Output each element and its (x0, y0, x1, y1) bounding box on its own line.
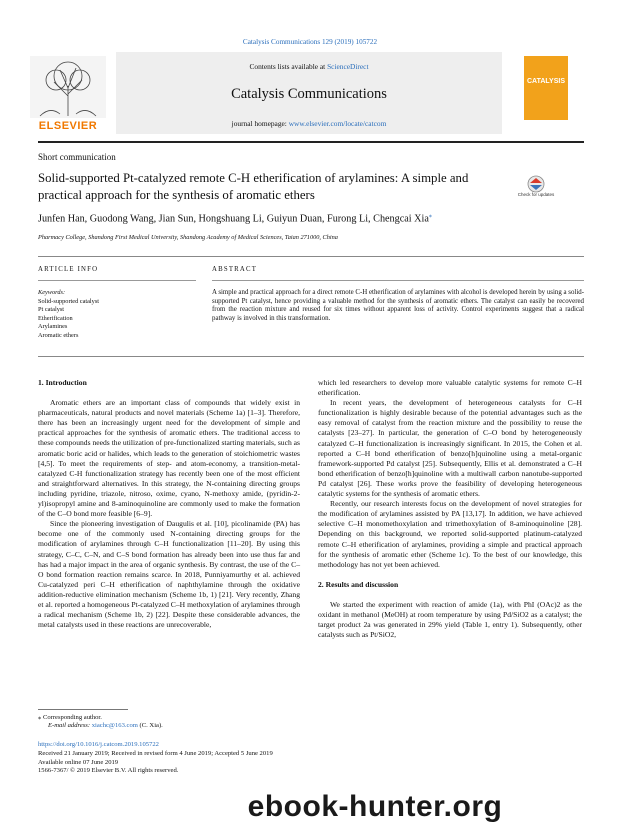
contents-prefix: Contents lists available at (249, 62, 328, 71)
email-suffix: (C. Xia). (137, 722, 163, 730)
check-for-updates-icon[interactable] (520, 174, 552, 206)
keywords-list (38, 298, 99, 340)
affiliation-rule (38, 256, 584, 257)
body-paragraph: Recently, our research interests focus on the development of novel strategies for the modification of arylamines assisted by PA [13,17]. In addition, we have achieved selective C–H monomethoxylation and trimethoxylation of 8-aminoquinoline [28]. Depending on this background, we reported solid-supported platinum-catalyzed remote C–H etherification of arylamines, providing a simple and practical approach for the synthesis of aromatic ether (Scheme 1c). To the best of our knowledge, this methodology has not yet been achieved. (318, 499, 582, 569)
elsevier-tree-logo (30, 56, 106, 118)
article-history (38, 741, 273, 776)
body-paragraph: Since the pioneering investigation of Daugulis et al. [10], picolinamide (PA) has become one of the commonly used N-containing directing groups for the modification of arylamines through C–H functionalization [11–20]. By using this strategy, C–C, C–N, and C–S bond formation has already been into use thus far and has had a major impact in the area of organic synthesis. By contrast, the use of the C–O bond formation reaction remains scarce. In 2018, Punniyamurthy et al. achieved Cu-catalyzed peri C–H etherification of naphthylamine through the oxidative addition-reductive elimination mechanism (Scheme 1b, 1) [21]. Very recently, Zhang et al. reported a homogeneous Pt-catalyzed C–H methoxylation of arylamines through a radical mechanism (Scheme 1b, 2) [22]. Despite these considerable advances, the metal catalysts used in these reactions are unrecoverable, (38, 519, 300, 630)
article-title: Solid-supported Pt-catalyzed remote C-H etherification of arylamines: A simple and practical approach for the synthesis of aromatic ethers (38, 171, 469, 202)
abstract-label: ABSTRACT (212, 266, 258, 273)
watermark: ebook-hunter.org (247, 790, 503, 823)
abstract-bottom-rule (38, 356, 584, 357)
footnote-rule (38, 709, 128, 710)
publisher-name: ELSEVIER (38, 120, 98, 132)
homepage-prefix: journal homepage: (231, 119, 289, 128)
keyword-item: Aromatic ethers (38, 331, 79, 339)
body-paragraph: which led researchers to develop more valuable catalytic systems for remote C–H etherification. (318, 378, 582, 398)
author-list (38, 212, 432, 224)
affiliation: Pharmacy College, Shandong First Medical University, Shandong Academy of Medical Sciences, Taian 271000, China (38, 234, 338, 241)
article-info-rule (38, 280, 196, 281)
check-for-updates-label[interactable]: Check for updates (517, 192, 555, 197)
authors-text: Junfen Han, Guodong Wang, Jian Sun, Hongshuang Li, Guiyun Duan, Furong Li, Chengcai Xia (38, 213, 429, 225)
contents-line (116, 62, 502, 71)
email-line (38, 722, 163, 730)
journal-cover-title: CATALYSIS (527, 78, 565, 85)
keyword-item: Solid-supported catalyst (38, 298, 100, 305)
body-column-right (318, 378, 582, 640)
homepage-line (116, 119, 502, 128)
results-heading: 2. Results and discussion (318, 579, 399, 589)
keyword-item: Pt catalyst (38, 306, 65, 314)
journal-name: Catalysis Communications (231, 86, 387, 102)
article-type: Short communication (38, 152, 116, 162)
keyword-item: Etherification (38, 314, 73, 322)
body-column-left (38, 378, 300, 630)
corresponding-author-mark[interactable]: ⁎ (428, 213, 432, 219)
received-dates: Received 21 January 2019; Received in revised form 4 June 2019; Accepted 5 June 2019 (38, 749, 273, 757)
sciencedirect-link[interactable]: ScienceDirect (327, 62, 369, 71)
keywords-heading: Keywords: (38, 289, 66, 296)
journal-cover-image (524, 56, 568, 120)
email-label: E-mail address: (48, 722, 92, 730)
body-paragraph: In recent years, the development of heterogeneous catalysts for C–H functionalization is highly desirable because of the potential advantages such as the easy removal of catalyst from the reaction mixture and the possibility to reuse the catalysts [23–27]. In particular, the generation of C–O bond by heterogeneously catalyzed C–H functionalization is increasingly significant. In 2015, the Cohen et al. reported a C–H bond etherification of benzo[h]quinoline using a metal-organic framework-supported Pd catalyst [25]. Subsequently, Ellis et al. demonstrated a C–H bond etherification of benzo[h]quinoline with a multiwall carbon nanotube-supported Pd catalyst [26]. These works prove the feasibility of developing heterogeneous catalytic systems for the synthesis of aromatic ethers. (318, 398, 582, 499)
doi-link[interactable]: https://doi.org/10.1016/j.catcom.2019.105722 (38, 741, 159, 748)
online-date: Available online 07 June 2019 (38, 758, 119, 766)
introduction-heading: 1. Introduction (38, 378, 87, 387)
email-link[interactable]: xiachc@163.com (91, 722, 138, 730)
homepage-link[interactable]: www.elsevier.com/locate/catcom (288, 119, 387, 128)
body-paragraph: Aromatic ethers are an important class of compounds that widely exist in pharmaceuticals, natural products and novel materials (Scheme 1a) [1–3]. Therefore, there has been an increasingly urgent need for the development of simple and practical approaches for the synthesis of aromatic ethers. The traditional access to these compounds needs the utilization of pre-functionalized starting materials, such as aromatic boric acid or halides, which leads to the generation of stoichiometric wastes [4,5]. To meet the requirements of step- and atom-economy, a transition-metal-catalyzed C-H functionalization strategy has recently been one of the most efficient and straightforward alternatives. In this strategy, the N-containing directing groups including pyridine, triazole, nitroso, oxime, cyano, N-methoxy amide, (pyridin-2-yl)isopropyl amine and 8-aminoquinoline are commonly used to make the formation of the C–O bond more feasible [6–9]. (38, 398, 300, 519)
keyword-item: Arylamines (38, 323, 68, 331)
copyright-line: 1566-7367/ © 2019 Elsevier B.V. All rights reserved. (38, 767, 179, 775)
abstract-rule (212, 280, 584, 281)
body-paragraph: We started the experiment with reaction of amide (1a), with PhI (OAc)2 as the oxidant in methanol (MeOH) at room temperature by using Pd/SiO2 as a catalyst; the target product 2a was generated in 29% yield (Table 1, entry 1). Subsequently, other catalysts such as Pt/SiO2, (318, 599, 582, 640)
journal-citation[interactable]: Catalysis Communications 129 (2019) 105722 (242, 38, 378, 46)
article-info-label: ARTICLE INFO (38, 266, 99, 273)
corresponding-author-note: ⁎ Corresponding author. (38, 714, 102, 721)
abstract-text: A simple and practical approach for a direct remote C-H etherification of arylamines with alcohol is developed herein by using a solid-supported Pt catalyst, hence providing a valuable method for the synthesis of aromatic ethers. The catalyst can easily be recovered from the reaction mixture and reused for six times without apparent loss of activity. Control experiments suggest that a radical pathway is involved in this transformation. (212, 289, 584, 323)
footnote (38, 714, 163, 731)
header-rule (38, 141, 584, 143)
